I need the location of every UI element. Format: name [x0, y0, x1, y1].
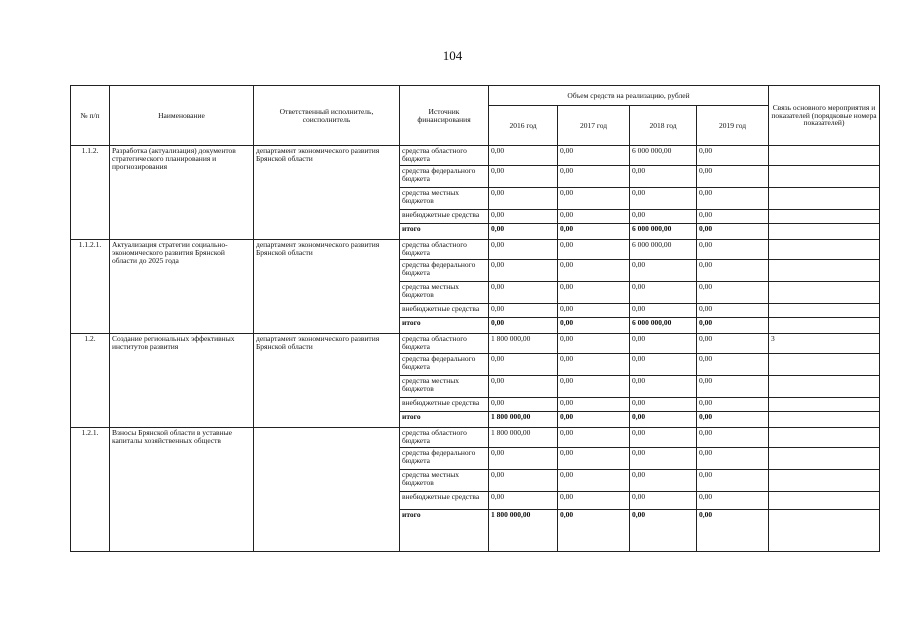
- header-source: Источник финансирования: [400, 86, 489, 146]
- item-number: 1.2.: [71, 334, 110, 428]
- amount-cell: 0,00: [489, 492, 558, 510]
- indicator-link-cell: [769, 398, 880, 412]
- indicator-link-cell: 3: [769, 334, 880, 354]
- amount-cell: 0,00: [558, 282, 630, 304]
- amount-cell: 0,00: [630, 492, 697, 510]
- amount-cell: 6 000 000,00: [630, 240, 697, 260]
- amount-cell: 0,00: [489, 282, 558, 304]
- amount-cell: 0,00: [489, 354, 558, 376]
- table-header: [71, 86, 880, 146]
- funding-source: средства областного бюджета: [400, 146, 489, 166]
- header-year-2019: 2019 год: [697, 106, 769, 146]
- funding-source: средства областного бюджета: [400, 334, 489, 354]
- amount-cell: 0,00: [697, 240, 769, 260]
- item-responsible: [254, 428, 400, 552]
- amount-cell: 0,00: [489, 188, 558, 210]
- indicator-link-cell: [769, 492, 880, 510]
- amount-cell: 0,00: [558, 428, 630, 448]
- amount-cell: 0,00: [558, 146, 630, 166]
- amount-cell: 0,00: [489, 210, 558, 224]
- item-name: Создание региональных эффективных институтов развития: [110, 334, 254, 428]
- indicator-link-cell: [769, 210, 880, 224]
- amount-cell: 0,00: [489, 146, 558, 166]
- funding-source: средства федерального бюджета: [400, 166, 489, 188]
- amount-cell: 1 800 000,00: [489, 510, 558, 552]
- amount-cell: 0,00: [630, 166, 697, 188]
- amount-cell: 0,00: [558, 304, 630, 318]
- amount-cell: 0,00: [697, 398, 769, 412]
- amount-cell: 0,00: [697, 376, 769, 398]
- amount-cell: 0,00: [697, 210, 769, 224]
- amount-cell: 0,00: [630, 412, 697, 428]
- amount-cell: 0,00: [697, 492, 769, 510]
- amount-cell: 0,00: [630, 354, 697, 376]
- amount-cell: 0,00: [697, 318, 769, 334]
- amount-cell: 0,00: [558, 470, 630, 492]
- indicator-link-cell: [769, 448, 880, 470]
- amount-cell: 0,00: [697, 188, 769, 210]
- funding-source: средства федерального бюджета: [400, 354, 489, 376]
- amount-cell: 0,00: [697, 354, 769, 376]
- item-responsible: департамент экономического развития Брянской области: [254, 146, 400, 240]
- item-number: 1.2.1.: [71, 428, 110, 552]
- amount-cell: 0,00: [558, 188, 630, 210]
- funding-source: средства местных бюджетов: [400, 282, 489, 304]
- amount-cell: 0,00: [558, 398, 630, 412]
- indicator-link-cell: [769, 376, 880, 398]
- amount-cell: 0,00: [697, 166, 769, 188]
- amount-cell: 0,00: [630, 510, 697, 552]
- amount-cell: 1 800 000,00: [489, 412, 558, 428]
- amount-cell: 0,00: [697, 428, 769, 448]
- amount-cell: 0,00: [489, 166, 558, 188]
- indicator-link-cell: [769, 282, 880, 304]
- item-responsible: департамент экономического развития Брянской области: [254, 240, 400, 334]
- amount-cell: 0,00: [558, 492, 630, 510]
- indicator-link-cell: [769, 188, 880, 210]
- amount-cell: 0,00: [697, 510, 769, 552]
- amount-cell: 0,00: [630, 282, 697, 304]
- funding-source: средства местных бюджетов: [400, 470, 489, 492]
- amount-cell: 0,00: [697, 470, 769, 492]
- item-responsible: департамент экономического развития Брянской области: [254, 334, 400, 428]
- indicator-link-cell: [769, 304, 880, 318]
- item-name: Разработка (актуализация) документов стратегического планирования и прогнозирования: [110, 146, 254, 240]
- amount-cell: 6 000 000,00: [630, 224, 697, 240]
- indicator-link-cell: [769, 354, 880, 376]
- amount-cell: 0,00: [630, 188, 697, 210]
- header-volume: Объем средств на реализацию, рублей: [489, 86, 769, 106]
- amount-cell: 0,00: [489, 470, 558, 492]
- amount-cell: 0,00: [697, 304, 769, 318]
- amount-cell: 0,00: [489, 240, 558, 260]
- amount-cell: 0,00: [489, 376, 558, 398]
- amount-cell: 0,00: [558, 210, 630, 224]
- header-link: Связь основного мероприятия и показателей (порядковые номера показателей): [769, 86, 880, 146]
- indicator-link-cell: [769, 318, 880, 334]
- amount-cell: 0,00: [697, 146, 769, 166]
- indicator-link-cell: [769, 240, 880, 260]
- page-number: 104: [442, 48, 463, 63]
- funding-source: внебюджетные средства: [400, 492, 489, 510]
- funding-source: итого: [400, 510, 489, 552]
- amount-cell: 0,00: [489, 304, 558, 318]
- funding-source: средства федерального бюджета: [400, 448, 489, 470]
- amount-cell: 0,00: [630, 260, 697, 282]
- item-number: 1.1.2.1.: [71, 240, 110, 334]
- amount-cell: 0,00: [558, 412, 630, 428]
- header-name: Наименование: [110, 86, 254, 146]
- funding-source: средства местных бюджетов: [400, 376, 489, 398]
- amount-cell: 0,00: [558, 240, 630, 260]
- budget-table: [70, 85, 880, 552]
- indicator-link-cell: [769, 428, 880, 448]
- header-year-2016: 2016 год: [489, 106, 558, 146]
- amount-cell: 0,00: [558, 166, 630, 188]
- item-number: 1.1.2.: [71, 146, 110, 240]
- amount-cell: 0,00: [630, 398, 697, 412]
- indicator-link-cell: [769, 224, 880, 240]
- funding-source: средства федерального бюджета: [400, 260, 489, 282]
- funding-source: итого: [400, 412, 489, 428]
- amount-cell: 0,00: [630, 470, 697, 492]
- table-body: [71, 146, 880, 552]
- funding-source: итого: [400, 224, 489, 240]
- amount-cell: 1 800 000,00: [489, 334, 558, 354]
- amount-cell: 0,00: [697, 224, 769, 240]
- amount-cell: 0,00: [558, 334, 630, 354]
- amount-cell: 0,00: [558, 448, 630, 470]
- amount-cell: 0,00: [697, 260, 769, 282]
- funding-source: внебюджетные средства: [400, 210, 489, 224]
- amount-cell: 0,00: [697, 282, 769, 304]
- amount-cell: 0,00: [630, 376, 697, 398]
- item-name: Актуализация стратегии социально-экономического развития Брянской области до 2025 года: [110, 240, 254, 334]
- indicator-link-cell: [769, 146, 880, 166]
- indicator-link-cell: [769, 166, 880, 188]
- amount-cell: 0,00: [697, 412, 769, 428]
- header-year-2017: 2017 год: [558, 106, 630, 146]
- table-row: [71, 240, 880, 260]
- indicator-link-cell: [769, 470, 880, 492]
- amount-cell: 0,00: [489, 260, 558, 282]
- funding-source: итого: [400, 318, 489, 334]
- indicator-link-cell: [769, 510, 880, 552]
- amount-cell: 0,00: [558, 260, 630, 282]
- amount-cell: 0,00: [489, 448, 558, 470]
- amount-cell: 6 000 000,00: [630, 146, 697, 166]
- amount-cell: 0,00: [630, 304, 697, 318]
- header-num: № п/п: [71, 86, 110, 146]
- amount-cell: 0,00: [558, 376, 630, 398]
- amount-cell: 0,00: [630, 210, 697, 224]
- table-row: [71, 428, 880, 448]
- amount-cell: 0,00: [489, 318, 558, 334]
- funding-source: средства местных бюджетов: [400, 188, 489, 210]
- header-responsible: Ответственный исполнитель, соисполнитель: [254, 86, 400, 146]
- amount-cell: 6 000 000,00: [630, 318, 697, 334]
- amount-cell: 0,00: [630, 428, 697, 448]
- funding-source: внебюджетные средства: [400, 304, 489, 318]
- amount-cell: 0,00: [558, 510, 630, 552]
- indicator-link-cell: [769, 260, 880, 282]
- funding-source: средства областного бюджета: [400, 428, 489, 448]
- amount-cell: 0,00: [630, 448, 697, 470]
- amount-cell: 0,00: [558, 224, 630, 240]
- table-row: [71, 146, 880, 166]
- amount-cell: 0,00: [630, 334, 697, 354]
- funding-source: средства областного бюджета: [400, 240, 489, 260]
- amount-cell: 1 800 000,00: [489, 428, 558, 448]
- item-name: Взносы Брянской области в уставные капиталы хозяйственных обществ: [110, 428, 254, 552]
- funding-source: внебюджетные средства: [400, 398, 489, 412]
- amount-cell: 0,00: [558, 318, 630, 334]
- amount-cell: 0,00: [489, 398, 558, 412]
- indicator-link-cell: [769, 412, 880, 428]
- amount-cell: 0,00: [697, 334, 769, 354]
- amount-cell: 0,00: [558, 354, 630, 376]
- header-year-2018: 2018 год: [630, 106, 697, 146]
- amount-cell: 0,00: [697, 448, 769, 470]
- table-row: [71, 334, 880, 354]
- amount-cell: 0,00: [489, 224, 558, 240]
